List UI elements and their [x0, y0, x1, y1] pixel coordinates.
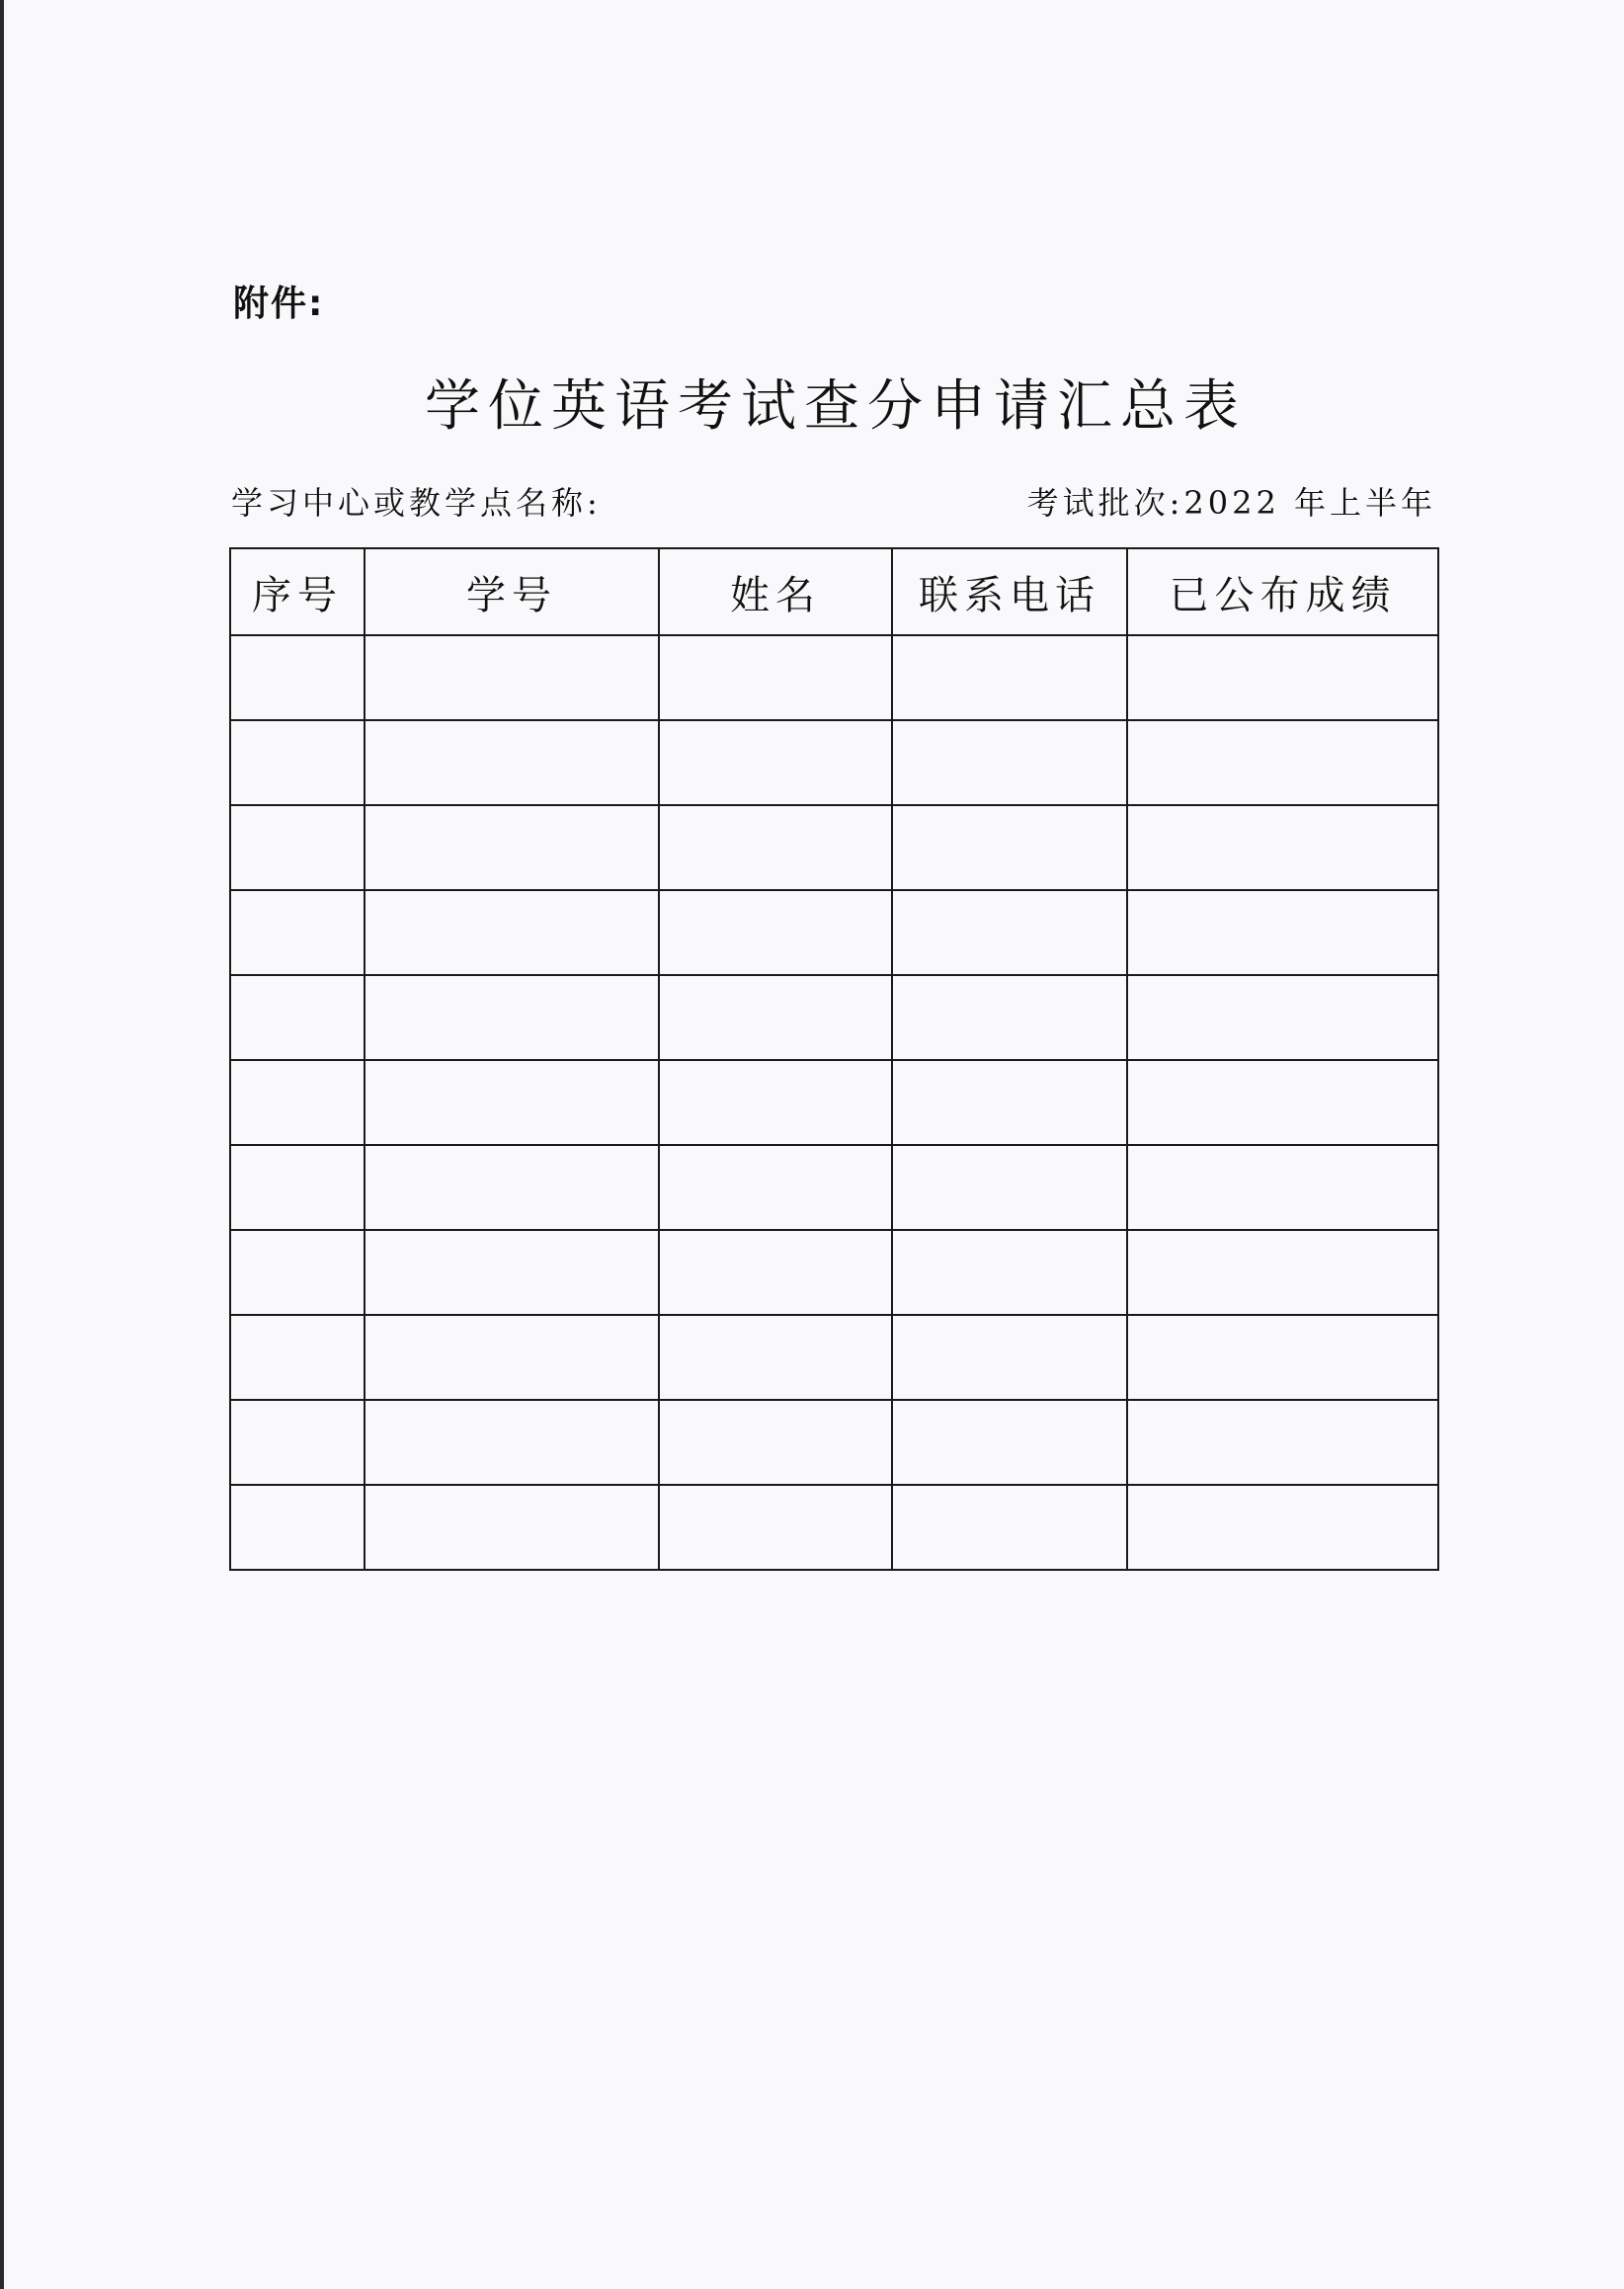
table-row: [230, 805, 1438, 890]
cell-serial-number: [230, 975, 365, 1060]
cell-serial-number: [230, 635, 365, 720]
cell-student-id: [365, 720, 659, 805]
cell-published-score: [1127, 1230, 1438, 1315]
cell-student-id: [365, 635, 659, 720]
cell-name: [659, 1145, 892, 1230]
table-row: [230, 890, 1438, 975]
cell-student-id: [365, 1060, 659, 1145]
attachment-label: 附件:: [233, 284, 325, 324]
scan-left-edge: [0, 0, 4, 2289]
cell-student-id: [365, 805, 659, 890]
table-row: [230, 720, 1438, 805]
cell-student-id: [365, 890, 659, 975]
cell-published-score: [1127, 805, 1438, 890]
cell-phone: [892, 1060, 1127, 1145]
cell-published-score: [1127, 1400, 1438, 1485]
cell-phone: [892, 635, 1127, 720]
cell-serial-number: [230, 1315, 365, 1400]
cell-name: [659, 975, 892, 1060]
cell-published-score: [1127, 1060, 1438, 1145]
cell-student-id: [365, 1315, 659, 1400]
cell-serial-number: [230, 1230, 365, 1315]
cell-published-score: [1127, 635, 1438, 720]
page-title: 学位英语考试查分申请汇总表: [425, 374, 1247, 439]
cell-phone: [892, 975, 1127, 1060]
cell-student-id: [365, 975, 659, 1060]
cell-student-id: [365, 1485, 659, 1570]
cell-name: [659, 1230, 892, 1315]
cell-name: [659, 1060, 892, 1145]
table-row: [230, 635, 1438, 720]
cell-serial-number: [230, 1060, 365, 1145]
cell-student-id: [365, 1400, 659, 1485]
header-phone: 联系电话: [892, 548, 1127, 635]
cell-name: [659, 890, 892, 975]
cell-serial-number: [230, 1400, 365, 1485]
header-name: 姓名: [659, 548, 892, 635]
center-name-label: 学习中心或教学点名称:: [231, 484, 602, 522]
cell-name: [659, 635, 892, 720]
cell-published-score: [1127, 1315, 1438, 1400]
header-published-score: 已公布成绩: [1127, 548, 1438, 635]
table-row: [230, 1400, 1438, 1485]
cell-serial-number: [230, 1145, 365, 1230]
cell-phone: [892, 1400, 1127, 1485]
table-row: [230, 975, 1438, 1060]
meta-row: [231, 478, 1436, 528]
cell-name: [659, 1315, 892, 1400]
cell-student-id: [365, 1145, 659, 1230]
cell-phone: [892, 1145, 1127, 1230]
exam-batch-label: 考试批次:2022 年上半年: [1026, 484, 1436, 522]
cell-published-score: [1127, 890, 1438, 975]
cell-name: [659, 1485, 892, 1570]
cell-serial-number: [230, 720, 365, 805]
cell-published-score: [1127, 1485, 1438, 1570]
table-row: [230, 1485, 1438, 1570]
cell-name: [659, 1400, 892, 1485]
cell-phone: [892, 1230, 1127, 1315]
cell-name: [659, 805, 892, 890]
cell-phone: [892, 890, 1127, 975]
cell-phone: [892, 1485, 1127, 1570]
cell-phone: [892, 720, 1127, 805]
table-header-row: [230, 548, 1438, 635]
cell-serial-number: [230, 1485, 365, 1570]
table-row: [230, 1060, 1438, 1145]
header-student-id: 学号: [365, 548, 659, 635]
header-serial-number: 序号: [230, 548, 365, 635]
cell-student-id: [365, 1230, 659, 1315]
cell-serial-number: [230, 890, 365, 975]
cell-published-score: [1127, 720, 1438, 805]
table-body: [230, 635, 1438, 1570]
summary-table: [229, 547, 1439, 1571]
table-row: [230, 1230, 1438, 1315]
table-row: [230, 1145, 1438, 1230]
cell-published-score: [1127, 975, 1438, 1060]
cell-phone: [892, 805, 1127, 890]
cell-phone: [892, 1315, 1127, 1400]
cell-serial-number: [230, 805, 365, 890]
table-row: [230, 1315, 1438, 1400]
cell-published-score: [1127, 1145, 1438, 1230]
cell-name: [659, 720, 892, 805]
